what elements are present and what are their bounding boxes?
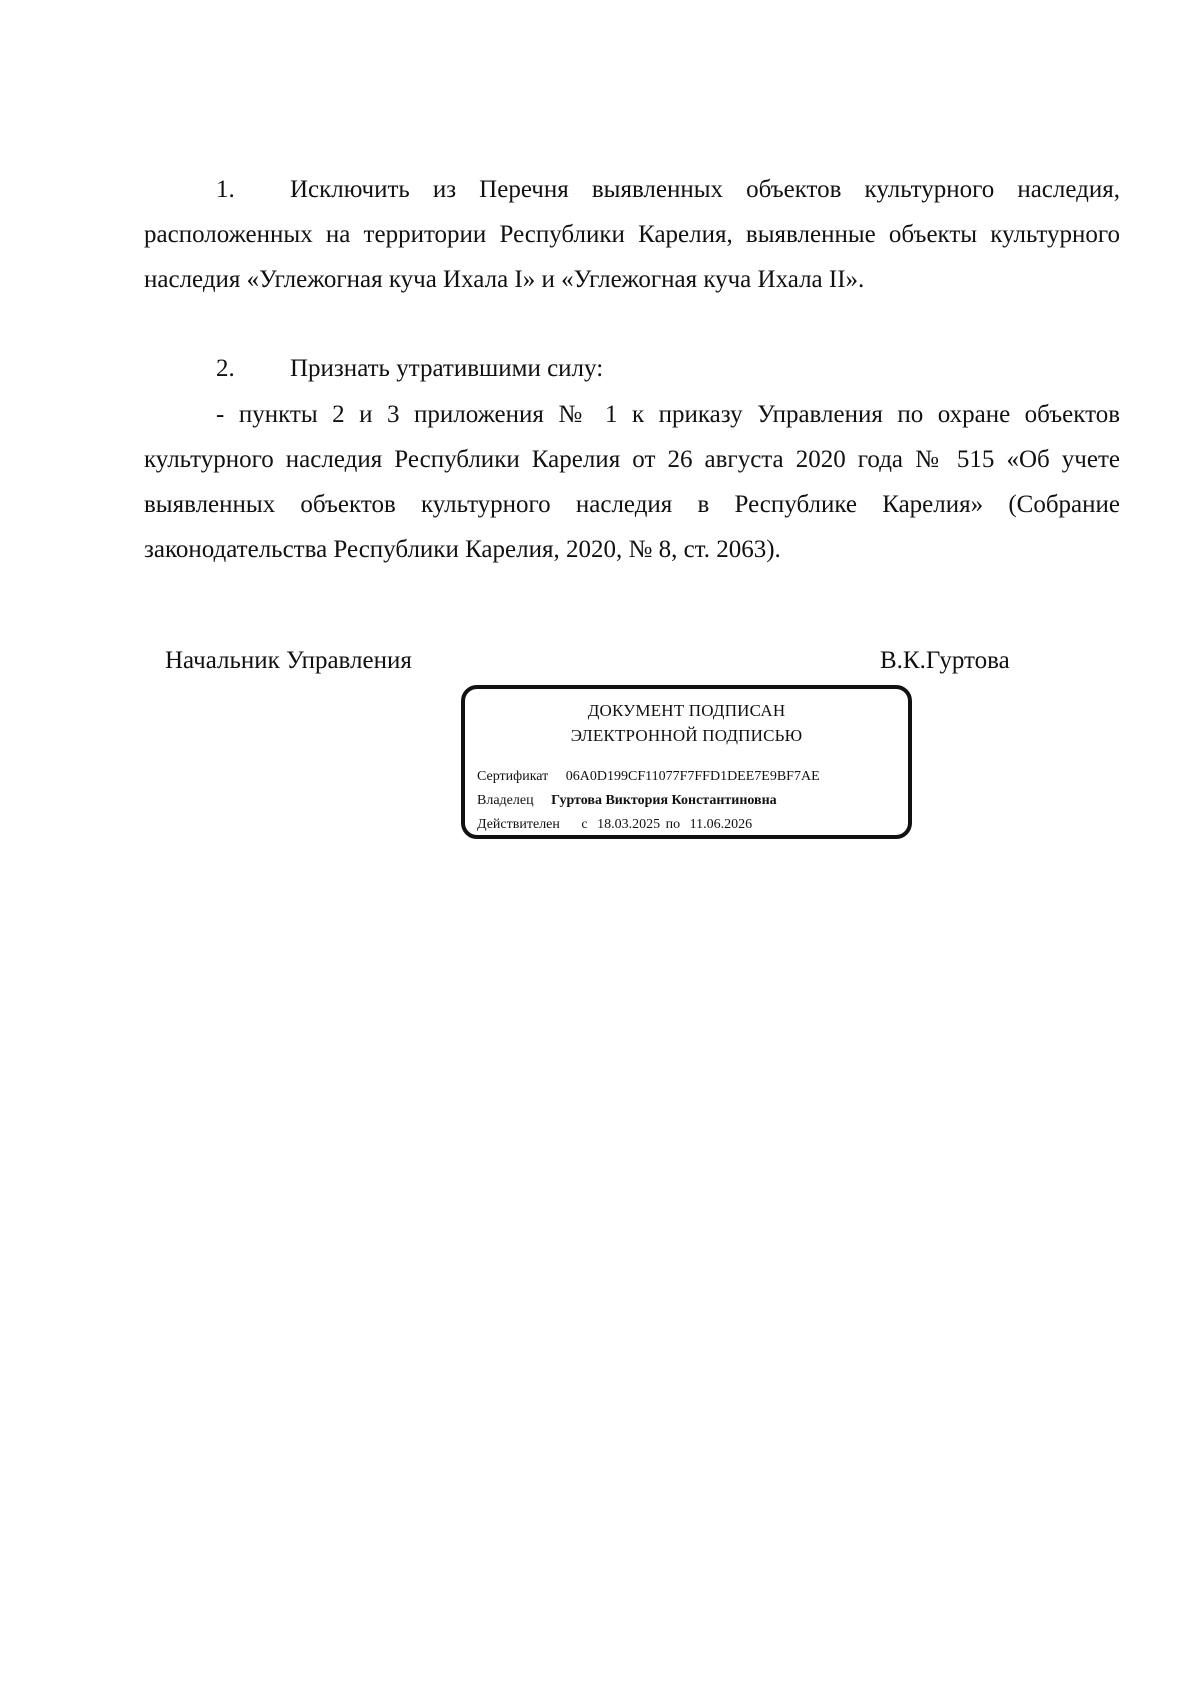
stamp-valid-to-date: 11.06.2026 <box>689 817 753 832</box>
paragraph-2-text: Признать утратившими силу: <box>290 355 604 382</box>
stamp-validity-row <box>477 816 752 834</box>
paragraph-1 <box>144 167 1120 302</box>
stamp-certificate-label: Сертификат <box>477 769 549 784</box>
paragraph-2 <box>144 346 1120 391</box>
signature-block <box>0 641 1200 681</box>
stamp-title-line-1: ДОКУМЕНТ ПОДПИСАН <box>587 701 786 720</box>
stamp-valid-to-label: по <box>665 817 681 832</box>
stamp-valid-label: Действителен <box>477 817 560 832</box>
stamp-valid-from-label: с <box>581 817 588 832</box>
paragraph-2-item-text: - пункты 2 и 3 приложения № 1 к приказу Управления по охране объектов культурного наследия Республики Карелия от 26 августа 2020 года № 515 «Об учете выявленных объектов культурного наследия в Республике Карелия» (Собрание законодательства Республики Карелия, 2020, № 8, ст. 2063). <box>144 401 1120 563</box>
stamp-owner-row <box>477 792 777 810</box>
paragraph-2-number: 2. <box>216 355 235 382</box>
signatory-name: В.К.Гуртова <box>880 647 1010 674</box>
paragraph-1-text: Исключить из Перечня выявленных объектов культурного наследия, расположенных на территории Республики Карелия, выявленные объекты культурного наследия «Углежогная куча Ихала I» и «Углежогная куча Ихала II». <box>144 176 1120 293</box>
stamp-valid-from-date: 18.03.2025 <box>597 817 661 832</box>
stamp-title <box>465 698 908 748</box>
signatory-position: Начальник Управления <box>165 647 412 674</box>
stamp-title-line-2: ЭЛЕКТРОННОЙ ПОДПИСЬЮ <box>570 726 803 745</box>
stamp-certificate-value: 06A0D199CF11077F7FFD1DEE7E9BF7AE <box>565 769 820 784</box>
electronic-signature-stamp <box>461 685 912 839</box>
stamp-owner-label: Владелец <box>477 793 534 808</box>
stamp-certificate-row <box>477 768 820 786</box>
stamp-owner-value: Гуртова Виктория Константиновна <box>551 793 777 808</box>
paragraph-2-item <box>144 392 1120 572</box>
paragraph-1-number: 1. <box>216 176 235 203</box>
